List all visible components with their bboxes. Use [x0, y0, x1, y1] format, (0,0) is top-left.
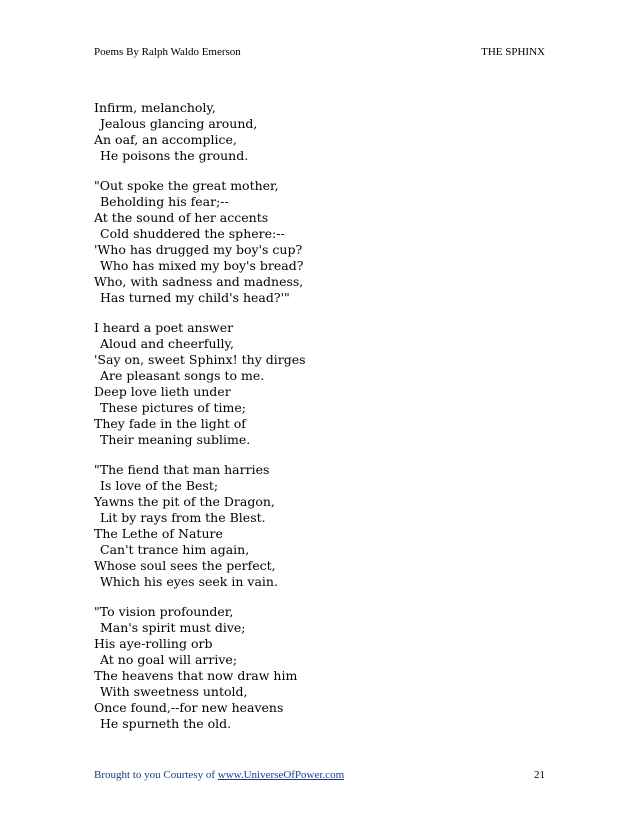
courtesy-line [94, 767, 344, 783]
poem-line: Has turned my child's head?'" [100, 290, 290, 305]
poem-line: "The fiend that man harries [94, 462, 270, 477]
poem-line: "To vision profounder, [94, 604, 234, 619]
poem-line: He spurneth the old. [100, 716, 232, 731]
poem-line: They fade in the light of [94, 416, 246, 431]
website-link[interactable]: www.UniverseOfPower.com [217, 769, 345, 781]
poem-line: Infirm, melancholy, [94, 100, 216, 115]
poem-line: At the sound of her accents [94, 210, 269, 225]
page-footer [94, 767, 545, 783]
poem-line: Once found,--for new heavens [94, 700, 284, 715]
poem-line: Which his eyes seek in vain. [100, 574, 278, 589]
stanza [94, 178, 554, 306]
poem-line: Cold shuddered the sphere:-- [100, 226, 285, 241]
poem-line: Man's spirit must dive; [100, 620, 246, 635]
poem-line: Lit by rays from the Blest. [100, 510, 266, 525]
poem-line: Who, with sadness and madness, [94, 274, 304, 289]
poem-line: Beholding his fear;-- [100, 194, 229, 209]
poem-line: An oaf, an accomplice, [94, 132, 237, 147]
poem-body [94, 100, 554, 746]
poem-line: Deep love lieth under [94, 384, 231, 399]
poem-line: 'Say on, sweet Sphinx! thy dirges [94, 352, 306, 367]
chapter-title: THE SPHINX [481, 46, 545, 58]
stanza [94, 462, 554, 590]
poem-line: These pictures of time; [100, 400, 247, 415]
poem-line: 'Who has drugged my boy's cup? [94, 242, 303, 257]
stanza [94, 100, 554, 164]
poem-line: The heavens that now draw him [94, 668, 298, 683]
poem-line: At no goal will arrive; [100, 652, 238, 667]
page-header [94, 44, 545, 60]
page-number: 21 [534, 769, 545, 781]
poem-line: I heard a poet answer [94, 320, 234, 335]
poem-line: Who has mixed my boy's bread? [100, 258, 304, 273]
poem-line: Aloud and cheerfully, [100, 336, 234, 351]
poem-line: He poisons the ground. [100, 148, 249, 163]
poem-line: Are pleasant songs to me. [100, 368, 265, 383]
poem-line: Is love of the Best; [100, 478, 219, 493]
poem-line: Whose soul sees the perfect, [94, 558, 276, 573]
poem-line: Can't trance him again, [100, 542, 250, 557]
book-title: Poems By Ralph Waldo Emerson [94, 46, 241, 58]
stanza [94, 320, 554, 448]
poem-line: Yawns the pit of the Dragon, [94, 494, 275, 509]
poem-line: "Out spoke the great mother, [94, 178, 279, 193]
poem-line: With sweetness untold, [100, 684, 248, 699]
poem-line: His aye-rolling orb [94, 636, 213, 651]
poem-line: Their meaning sublime. [100, 432, 251, 447]
courtesy-text: Brought to you Courtesy of [94, 769, 215, 781]
stanza [94, 604, 554, 732]
poem-line: The Lethe of Nature [94, 526, 223, 541]
poem-line: Jealous glancing around, [100, 116, 258, 131]
